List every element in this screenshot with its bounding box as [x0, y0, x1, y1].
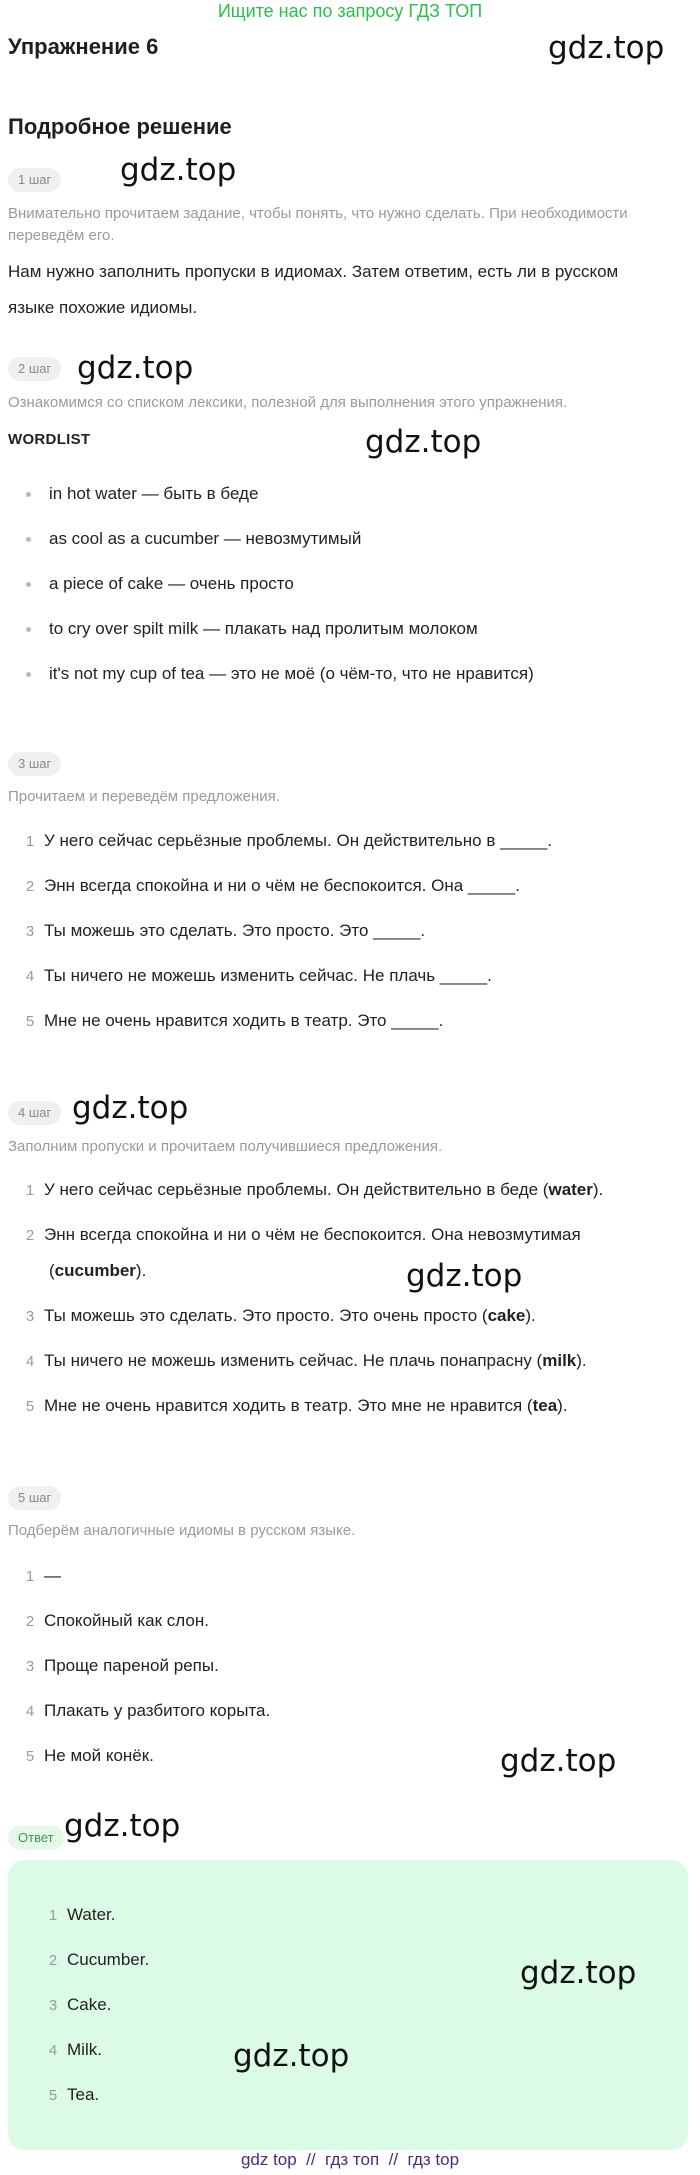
item-text: Tea. [67, 2085, 100, 2104]
list-item [0, 921, 700, 945]
answer-badge: Ответ [8, 1826, 64, 1850]
item-number: 5 [25, 1748, 35, 1765]
step-1-hint-line: переведём его. [8, 227, 115, 244]
item-text: Ты можешь это сделать. Это просто. Это очень просто (cake). [44, 1306, 536, 1325]
step-1-hint [8, 203, 698, 247]
item-text: Ты можешь это сделать. Это просто. Это _____. [44, 921, 426, 940]
step-2-hint: Ознакомимся со списком лексики, полезной для выполнения этого упражнения. [8, 394, 568, 411]
step-1-badge: 1 шаг [8, 168, 61, 192]
item-number: 2 [25, 1227, 35, 1244]
footer-links[interactable]: gdz top // гдз топ // гдз top [240, 2150, 460, 2169]
item-number: 5 [25, 1013, 35, 1030]
item-number: 2 [25, 1613, 35, 1630]
item-text: У него сейчас серьёзные проблемы. Он действительно в _____. [44, 831, 553, 850]
item-text: Ты ничего не можешь изменить сейчас. Не плачь _____. [44, 966, 492, 985]
list-item-text: in hot water — быть в беде [49, 484, 259, 503]
item-text: Cucumber. [67, 1950, 150, 1969]
watermark: gdz.top [500, 1743, 617, 1779]
list-item [0, 1225, 700, 1285]
watermark: gdz.top [548, 30, 665, 66]
item-text: Проще пареной репы. [44, 1656, 219, 1675]
watermark: gdz.top [233, 2038, 350, 2074]
item-text-continuation: (cucumber). [49, 1261, 147, 1280]
step-3-badge: 3 шаг [8, 752, 61, 776]
step-4-badge: 4 шаг [8, 1101, 61, 1125]
item-text: У него сейчас серьёзные проблемы. Он действительно в беде (water). [44, 1180, 604, 1199]
item-number: 2 [48, 1952, 58, 1969]
wordlist-title: WORDLIST [8, 431, 91, 448]
item-text: Cake. [67, 1995, 112, 2014]
step-1-text [8, 254, 698, 326]
item-text: Мне не очень нравится ходить в театр. Это _____. [44, 1011, 444, 1030]
list-item-text: to cry over spilt milk — плакать над пролитым молоком [49, 619, 478, 638]
bullet-icon [26, 672, 31, 677]
item-text: Энн всегда спокойна и ни о чём не беспокоится. Она _____. [44, 876, 520, 895]
item-number: 3 [25, 1658, 35, 1675]
item-number: 1 [25, 1182, 35, 1199]
list-item-text: it's not my cup of tea — это не моё (о чём-то, что не нравится) [49, 664, 534, 683]
item-number: 3 [48, 1997, 58, 2014]
list-item [0, 617, 700, 641]
item-number: 2 [25, 878, 35, 895]
list-item [0, 966, 700, 990]
item-text: Ты ничего не можешь изменить сейчас. Не плачь понапрасну (milk). [44, 1351, 587, 1370]
list-item [0, 1701, 700, 1725]
list-item [8, 1905, 688, 1929]
item-text: Мне не очень нравится ходить в театр. Это мне не нравится (tea). [44, 1396, 568, 1415]
item-text: Спокойный как слон. [44, 1611, 209, 1630]
step-4-hint: Заполним пропуски и прочитаем получившиеся предложения. [8, 1138, 443, 1155]
watermark: gdz.top [120, 152, 237, 188]
watermark: gdz.top [72, 1090, 189, 1126]
list-item [0, 1011, 700, 1035]
watermark: gdz.top [406, 1258, 523, 1294]
item-number: 5 [48, 2087, 58, 2104]
watermark: gdz.top [64, 1808, 181, 1844]
list-item-text: as cool as a cucumber — невозмутимый [49, 529, 362, 548]
list-item [8, 2085, 688, 2109]
item-number: 4 [25, 1353, 35, 1370]
item-number: 4 [25, 968, 35, 985]
watermark: gdz.top [77, 350, 194, 386]
list-item [8, 1995, 688, 2019]
list-item [0, 572, 700, 596]
item-number: 4 [25, 1703, 35, 1720]
list-item-text: a piece of cake — очень просто [49, 574, 294, 593]
item-number: 1 [25, 833, 35, 850]
item-text: Плакать у разбитого корыта. [44, 1701, 271, 1720]
list-item [0, 1656, 700, 1680]
item-number: 4 [48, 2042, 58, 2059]
list-item [0, 831, 700, 855]
bullet-icon [26, 627, 31, 632]
item-text: Water. [67, 1905, 116, 1924]
page-title: Упражнение 6 [8, 34, 159, 59]
list-item [0, 662, 700, 686]
list-item [0, 482, 700, 506]
step-2-badge: 2 шаг [8, 357, 61, 381]
list-item [0, 1306, 700, 1330]
list-item [0, 1351, 700, 1375]
bullet-icon [26, 537, 31, 542]
item-number: 1 [25, 1568, 35, 1585]
item-text: Энн всегда спокойна и ни о чём не беспокоится. Она невозмутимая [44, 1225, 581, 1244]
solution-heading: Подробное решение [8, 114, 232, 139]
step-3-hint: Прочитаем и переведём предложения. [8, 788, 280, 805]
list-item [0, 1396, 700, 1420]
search-banner[interactable]: Ищите нас по запросу ГДЗ ТОП [217, 1, 483, 21]
item-number: 3 [25, 923, 35, 940]
step-1-text-line: языке похожие идиомы. [8, 298, 198, 317]
item-text: Не мой конёк. [44, 1746, 154, 1765]
list-item [0, 1566, 700, 1590]
answer-box [8, 1860, 688, 2150]
item-text: Milk. [67, 2040, 102, 2059]
step-1-text-line: Нам нужно заполнить пропуски в идиомах. Затем ответим, есть ли в русском [8, 262, 619, 281]
step-5-hint: Подберём аналогичные идиомы в русском языке. [8, 1522, 356, 1539]
list-item [0, 527, 700, 551]
list-item [0, 1611, 700, 1635]
list-item [0, 876, 700, 900]
item-text: — [44, 1566, 61, 1585]
item-number: 3 [25, 1308, 35, 1325]
bullet-icon [26, 582, 31, 587]
bullet-icon [26, 492, 31, 497]
watermark: gdz.top [520, 1955, 637, 1991]
item-number: 5 [25, 1398, 35, 1415]
list-item [0, 1180, 700, 1204]
step-5-badge: 5 шаг [8, 1486, 61, 1510]
watermark: gdz.top [365, 424, 482, 460]
item-number: 1 [48, 1907, 58, 1924]
step-1-hint-line: Внимательно прочитаем задание, чтобы понять, что нужно сделать. При необходимости [8, 205, 628, 222]
